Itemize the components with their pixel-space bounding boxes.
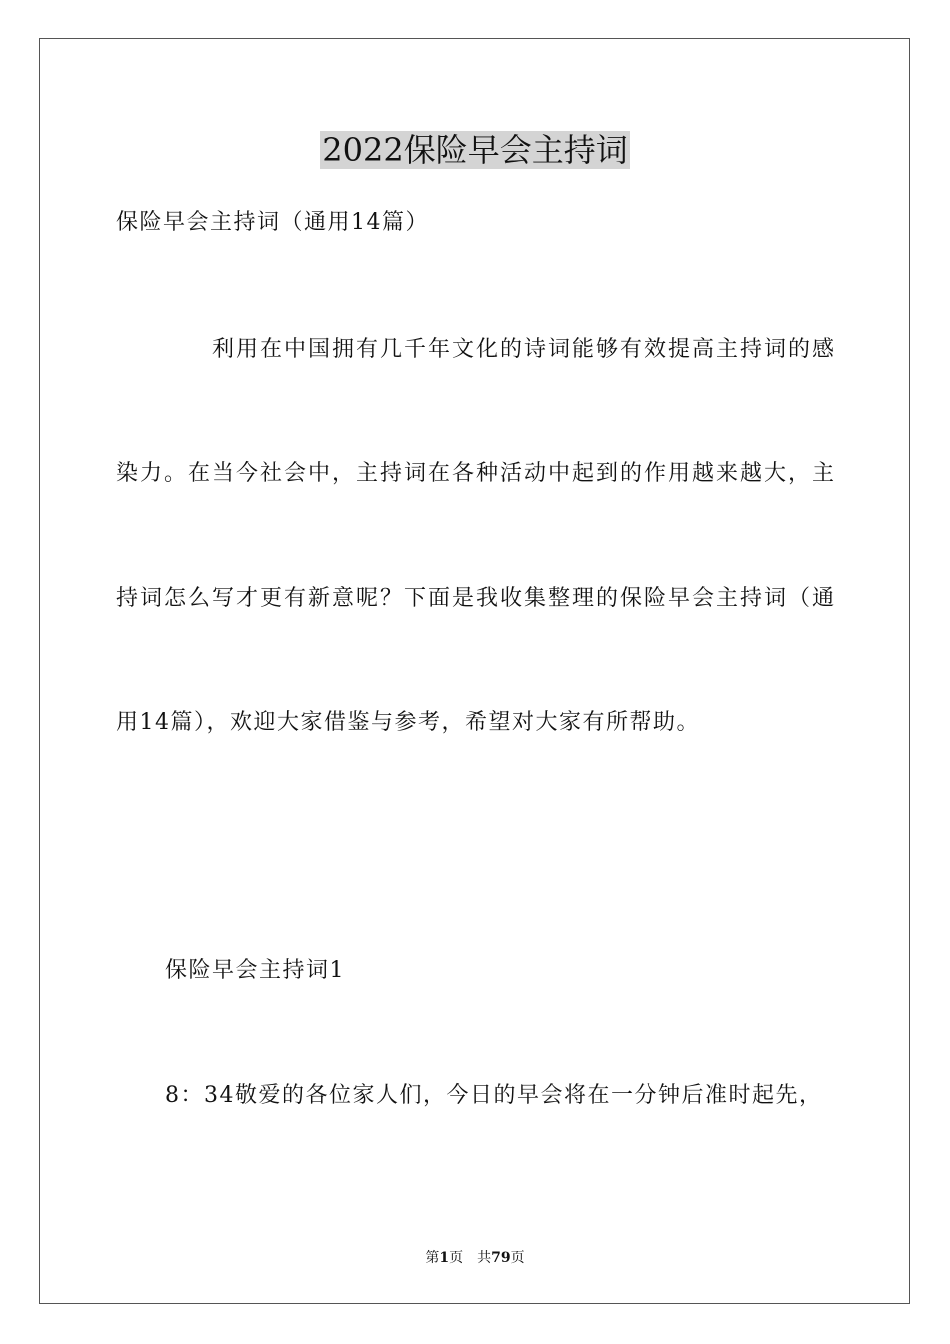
footer-page-total: 79 [491, 1250, 511, 1266]
section-heading: 保险早会主持词1 [165, 958, 345, 983]
intro-line-3: 持词怎么写才更有新意呢？下面是我收集整理的保险早会主持词（通 [116, 586, 834, 611]
intro-line-1: 利用在中国拥有几千年文化的诗词能够有效提高主持词的感 [212, 337, 834, 362]
intro-line-2: 染力。在当今社会中，主持词在各种活动中起到的作用越来越大，主 [116, 461, 834, 486]
footer-page-mid: 页 共 [449, 1250, 492, 1266]
footer-page-current: 1 [439, 1250, 450, 1266]
page-footer [0, 1248, 950, 1268]
intro-line-4: 用14篇），欢迎大家借鉴与参考，希望对大家有所帮助。 [116, 710, 700, 735]
section-paragraph-line: 8：34敬爱的各位家人们，今日的早会将在一分钟后准时起先， [165, 1083, 823, 1108]
footer-page-prefix: 第 [425, 1250, 440, 1266]
footer-page-suffix: 页 [510, 1250, 525, 1266]
document-title-text: 2022保险早会主持词 [322, 131, 628, 169]
document-subtitle: 保险早会主持词（通用14篇） [116, 210, 429, 235]
document-title [0, 128, 950, 172]
